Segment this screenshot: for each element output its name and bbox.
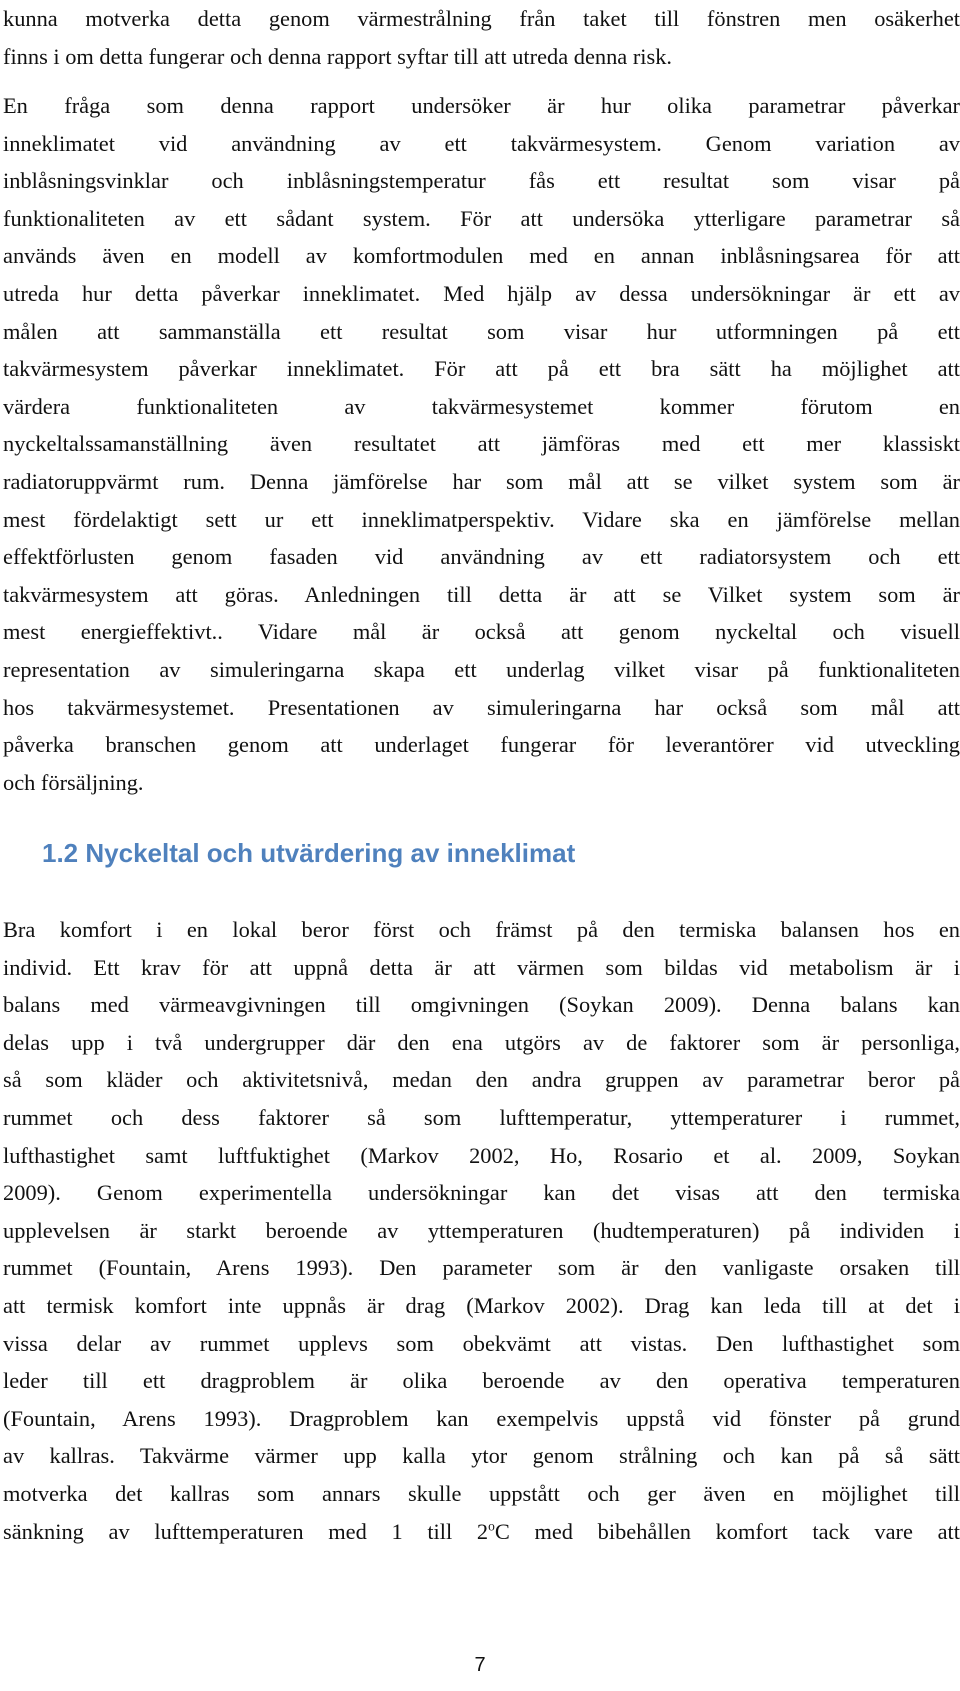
text-line: utreda hur detta påverkar inneklimatet. Med hjälp av dessa undersökningar är ett av (3, 280, 960, 306)
text-line: En fråga som denna rapport undersöker är hur olika parametrar påverkar (3, 93, 960, 118)
text-line: motverka det kallras som annars skulle uppstått och ger även en möjlighet till (3, 1480, 960, 1506)
text-line: inneklimatet vid användning av ett takvärmesystem. Genom variation av (3, 130, 960, 156)
text-line: radiatoruppvärmt rum. Denna jämförelse har som mål att se vilket system som är (3, 468, 960, 494)
text-line-with-superscript (3, 1513, 960, 1551)
text-line: rummet och dess faktorer så som lufttemperatur, yttemperaturer i rummet, (3, 1104, 960, 1130)
text-line: takvärmesystem påverkar inneklimatet. För att på ett bra sätt ha möjlighet att (3, 356, 960, 382)
line-segment: C med bibehållen komfort tack vare att (494, 1518, 960, 1544)
section-title: Nyckeltal och utvärdering av inneklimat (85, 838, 576, 868)
text-line: att termisk komfort inte uppnås är drag (Markov 2002). Drag kan leda till at det i (3, 1292, 960, 1318)
text-line: rummet (Fountain, Arens 1993). Den parameter som är den vanligaste orsaken till (3, 1255, 960, 1281)
text-line: individ. Ett krav för att uppnå detta är att värmen som bildas vid metabolism är i (3, 954, 960, 980)
text-line: 2009). Genom experimentella undersökningar kan det visas att den termiska (3, 1180, 960, 1206)
text-line: och försäljning. (3, 769, 144, 795)
paragraph-intro-continuation (3, 0, 960, 75)
text-line: används även en modell av komfortmodulen med en annan inblåsningsarea för att (3, 243, 960, 269)
text-line: värdera funktionaliteten av takvärmesystemet kommer förutom en (3, 393, 960, 419)
text-line: takvärmesystem att göras. Anledningen till detta är att se Vilket system som är (3, 581, 960, 607)
text-line: upplevelsen är starkt beroende av yttemperaturen (hudtemperaturen) på individen i (3, 1217, 960, 1243)
text-line: delas upp i två undergrupper där den ena utgörs av de faktorer som är personliga, (3, 1029, 960, 1055)
line-segment: sänkning av lufttemperaturen med 1 till 2 (3, 1518, 489, 1544)
text-line: så som kläder och aktivitetsnivå, medan den andra gruppen av parametrar beror på (3, 1067, 960, 1093)
text-line: målen att sammanställa ett resultat som visar hur utformningen på ett (3, 318, 960, 344)
text-line: leder till ett dragproblem är olika beroende av den operativa temperaturen (3, 1368, 960, 1394)
section-number: 1.2 (42, 838, 79, 868)
paragraph-report-aims (3, 87, 960, 801)
text-line: finns i om detta fungerar och denna rapport syftar till att utreda denna risk. (3, 43, 673, 69)
text-line: Bra komfort i en lokal beror först och främst på den termiska balansen hos en (3, 917, 960, 942)
text-line: nyckeltalssamanställning även resultatet att jämföras med ett mer klassiskt (3, 431, 960, 457)
paragraph-thermal-comfort (3, 911, 960, 1550)
text-line: påverka branschen genom att underlaget fungerar för leverantörer vid utveckling (3, 732, 960, 758)
text-line: lufthastighet samt luftfuktighet (Markov 2002, Ho, Rosario et al. 2009, Soykan (3, 1142, 960, 1168)
degree-superscript: o (488, 1518, 495, 1534)
text-line: hos takvärmesystemet. Presentationen av simuleringarna har också som mål att (3, 694, 960, 720)
text-line: mest fördelaktigt sett ur ett inneklimatperspektiv. Vidare ska en jämförelse mellan (3, 506, 960, 532)
text-line: av kallras. Takvärme värmer upp kalla ytor genom strålning och kan på så sätt (3, 1443, 960, 1469)
text-line: mest energieffektivt.. Vidare mål är också att genom nyckeltal och visuell (3, 619, 960, 645)
text-line: kunna motverka detta genom värmestrålning från taket till fönstren men osäkerhet (3, 6, 960, 31)
text-line: balans med värmeavgivningen till omgivningen (Soykan 2009). Denna balans kan (3, 992, 960, 1018)
text-line: (Fountain, Arens 1993). Dragproblem kan exempelvis uppstå vid fönster på grund (3, 1405, 960, 1431)
text-line: representation av simuleringarna skapa ett underlag vilket visar på funktionaliteten (3, 656, 960, 682)
section-heading (42, 836, 575, 870)
text-line: funktionaliteten av ett sådant system. För att undersöka ytterligare parametrar så (3, 205, 960, 231)
page-number: 7 (474, 1654, 486, 1676)
text-line: inblåsningsvinklar och inblåsningstemperatur fås ett resultat som visar på (3, 168, 960, 194)
text-line: effektförlusten genom fasaden vid användning av ett radiatorsystem och ett (3, 544, 960, 570)
text-line: vissa delar av rummet upplevs som obekvämt att vistas. Den lufthastighet som (3, 1330, 960, 1356)
